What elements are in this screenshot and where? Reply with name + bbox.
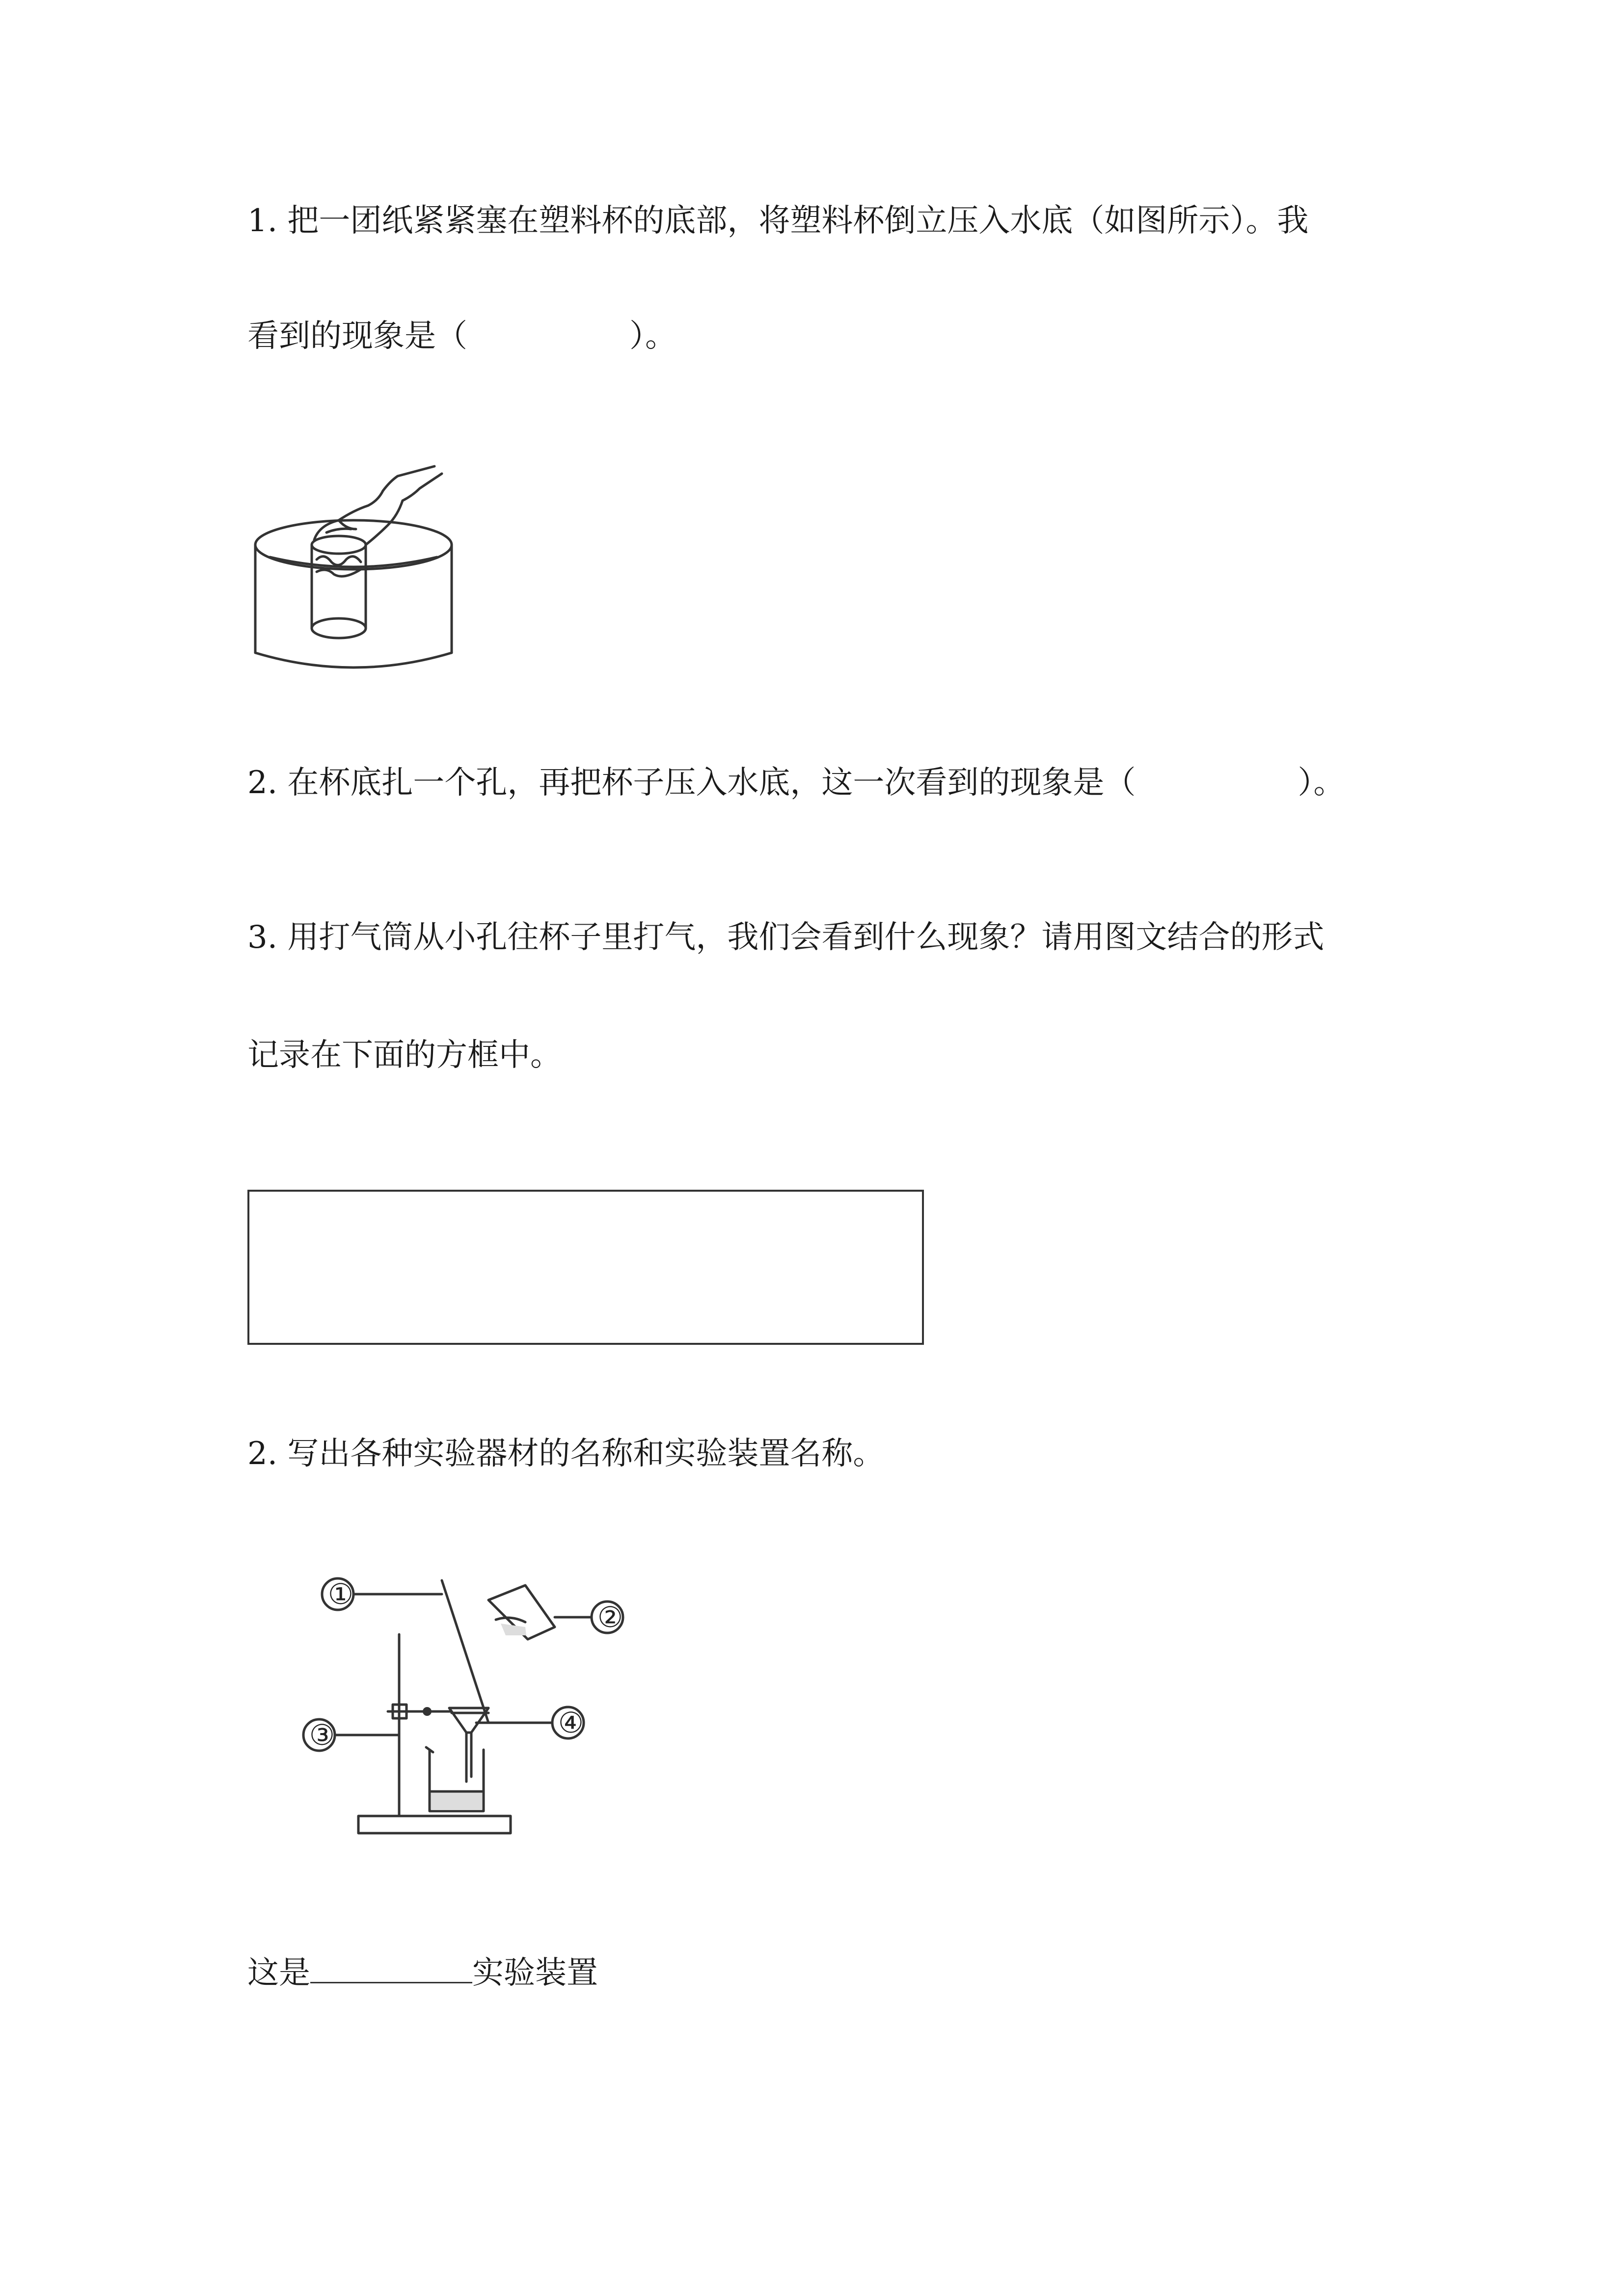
cup-in-water-illustration [255,471,452,687]
filtration-apparatus-diagram [295,1571,638,1845]
q4-prompt: 2. 写出各种实验器材的名称和实验装置名称。 [247,1436,885,1472]
label-1: ① [328,1577,353,1611]
q3-line1: 3. 用打气筒从小孔往杯子里打气，我们会看到什么现象？请用图文结合的形式 [247,919,1325,956]
q2-suffix: ）。 [1298,765,1345,801]
q4-answer-prefix: 这是 [247,1955,310,1991]
q2-line [247,761,1345,805]
label-3: ③ [309,1718,335,1752]
q4-answer-line [247,1951,598,1995]
label-2: ② [597,1601,623,1634]
label-4: ④ [558,1706,584,1739]
q2-prefix: 2. 在杯底扎一个孔，再把杯子压入水底，这一次看到的现象是（ [247,765,1136,801]
q3-line2: 记录在下面的方框中。 [247,1037,562,1073]
q4-answer-suffix: 实验装置 [472,1955,598,1991]
q4-answer-blank[interactable] [310,1951,472,1983]
q1-line1: 1. 把一团纸紧紧塞在塑料杯的底部，将塑料杯倒立压入水底（如图所示）。我 [247,203,1309,239]
q1-line2-suffix: ）。 [629,318,677,354]
drawing-answer-box[interactable] [247,1190,924,1345]
q1-line2-prefix: 看到的现象是（ [247,318,467,354]
q1-line2 [247,314,677,358]
